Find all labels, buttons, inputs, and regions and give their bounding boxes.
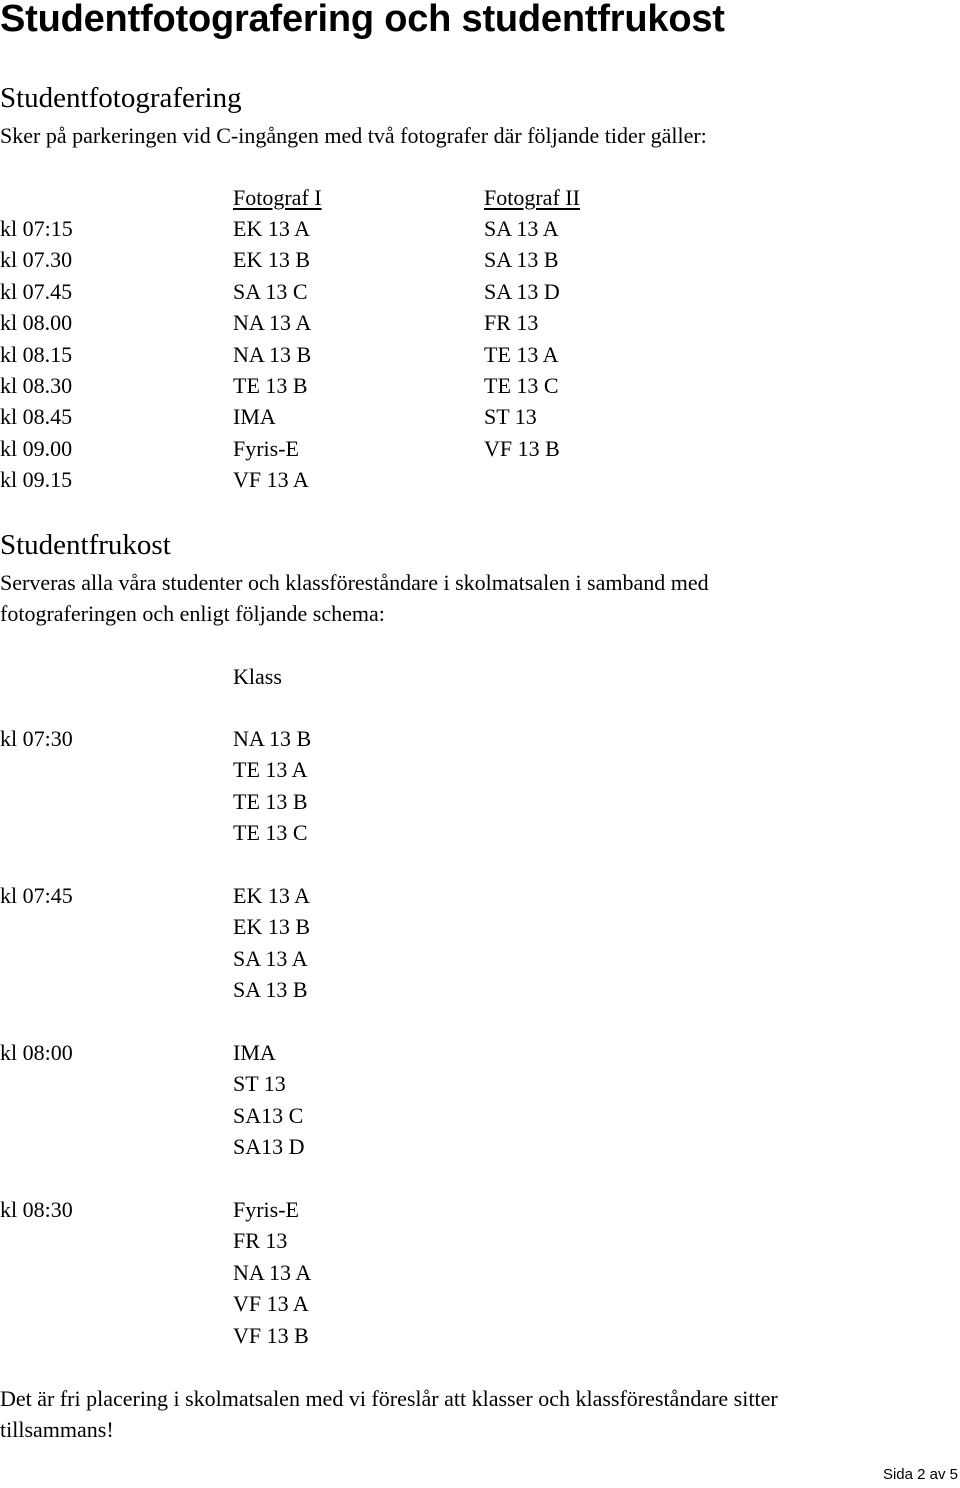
- photographer-1-class: VF 13 A: [233, 467, 309, 493]
- breakfast-class: ST 13: [233, 1071, 286, 1097]
- photographer-2-class: TE 13 A: [484, 341, 559, 367]
- photographer-1-class: TE 13 B: [233, 372, 308, 398]
- photographer-1-class: NA 13 A: [233, 310, 312, 336]
- photographer-2-class: [484, 464, 560, 495]
- photographer-1-header: Fotograf I: [233, 185, 322, 210]
- breakfast-class: TE 13 C: [233, 820, 308, 846]
- photo-time: kl 08.45: [0, 404, 73, 430]
- photographer-2-column: [484, 213, 560, 496]
- photographer-2-header: Fotograf II: [484, 185, 580, 210]
- photographer-2-class: ST 13: [484, 404, 537, 430]
- breakfast-group-classes: [233, 1037, 305, 1163]
- breakfast-group-classes: [233, 1194, 311, 1351]
- photographer-2-class: TE 13 C: [484, 372, 559, 398]
- photographer-2-class: SA 13 A: [484, 216, 559, 241]
- photographer-1-class: Fyris-E: [233, 435, 299, 461]
- photographer-1-class: NA 13 B: [233, 341, 312, 367]
- photo-time: kl 07.30: [0, 247, 73, 273]
- closing-line2: tillsammans!: [0, 1417, 114, 1442]
- breakfast-class: SA 13 A: [233, 945, 308, 971]
- breakfast-class: TE 13 B: [233, 788, 308, 814]
- breakfast-time: kl 07:45: [0, 883, 73, 908]
- breakfast-class: EK 13 B: [233, 914, 310, 940]
- page-title: Studentfotografering och studentfrukost: [0, 0, 725, 40]
- breakfast-class: SA 13 B: [233, 977, 308, 1003]
- photographer-2-class: SA 13 B: [484, 247, 559, 273]
- page-number: Sida 2 av 5: [882, 1466, 958, 1483]
- breakfast-class: Fyris-E: [233, 1197, 299, 1222]
- photographer-2-class: VF 13 B: [484, 435, 560, 461]
- breakfast-group-classes: [233, 880, 310, 1006]
- breakfast-class: IMA: [233, 1040, 276, 1065]
- photographer-1-class: SA 13 C: [233, 278, 308, 304]
- photo-time: kl 08.30: [0, 372, 73, 398]
- breakfast-class: NA 13 B: [233, 726, 312, 751]
- breakfast-time: kl 07:30: [0, 726, 73, 751]
- breakfast-intro-line2: fotograferingen och enligt följande schema:: [0, 601, 385, 626]
- photo-time: kl 08.00: [0, 310, 73, 336]
- breakfast-class: FR 13: [233, 1228, 288, 1254]
- photographer-2-class: FR 13: [484, 310, 539, 336]
- photo-section-intro: Sker på parkeringen vid C-ingången med två fotografer där följande tider gäller:: [0, 123, 707, 148]
- photographer-2-class: SA 13 D: [484, 278, 560, 304]
- photo-section-heading: Studentfotografering: [0, 82, 242, 114]
- breakfast-class: SA13 C: [233, 1102, 304, 1128]
- photo-time: kl 07.45: [0, 278, 73, 304]
- breakfast-class: EK 13 A: [233, 883, 310, 908]
- breakfast-class: TE 13 A: [233, 757, 308, 783]
- breakfast-intro-line1: Serveras alla våra studenter och klassföreståndare i skolmatsalen i samband med: [0, 570, 709, 595]
- photo-time: kl 08.15: [0, 341, 73, 367]
- photographer-1-class: EK 13 A: [233, 216, 310, 241]
- breakfast-class: SA13 D: [233, 1134, 305, 1160]
- breakfast-class: VF 13 B: [233, 1322, 309, 1348]
- photographer-1-class: EK 13 B: [233, 247, 310, 273]
- breakfast-time: kl 08:30: [0, 1197, 73, 1222]
- photo-time: kl 09.00: [0, 435, 73, 461]
- closing-line1: Det är fri placering i skolmatsalen med vi föreslår att klasser och klassföreståndare sitter: [0, 1386, 778, 1411]
- photographer-1-column: [233, 213, 311, 496]
- photo-time: kl 07:15: [0, 216, 73, 241]
- photo-schedule-times: [0, 213, 73, 496]
- class-column-header: Klass: [233, 664, 282, 689]
- breakfast-time: kl 08:00: [0, 1040, 73, 1065]
- photo-time: kl 09.15: [0, 467, 73, 493]
- breakfast-section-heading: Studentfrukost: [0, 529, 171, 561]
- breakfast-class: NA 13 A: [233, 1259, 312, 1285]
- breakfast-class: VF 13 A: [233, 1291, 309, 1317]
- photographer-1-class: IMA: [233, 404, 276, 430]
- breakfast-group-classes: [233, 723, 311, 849]
